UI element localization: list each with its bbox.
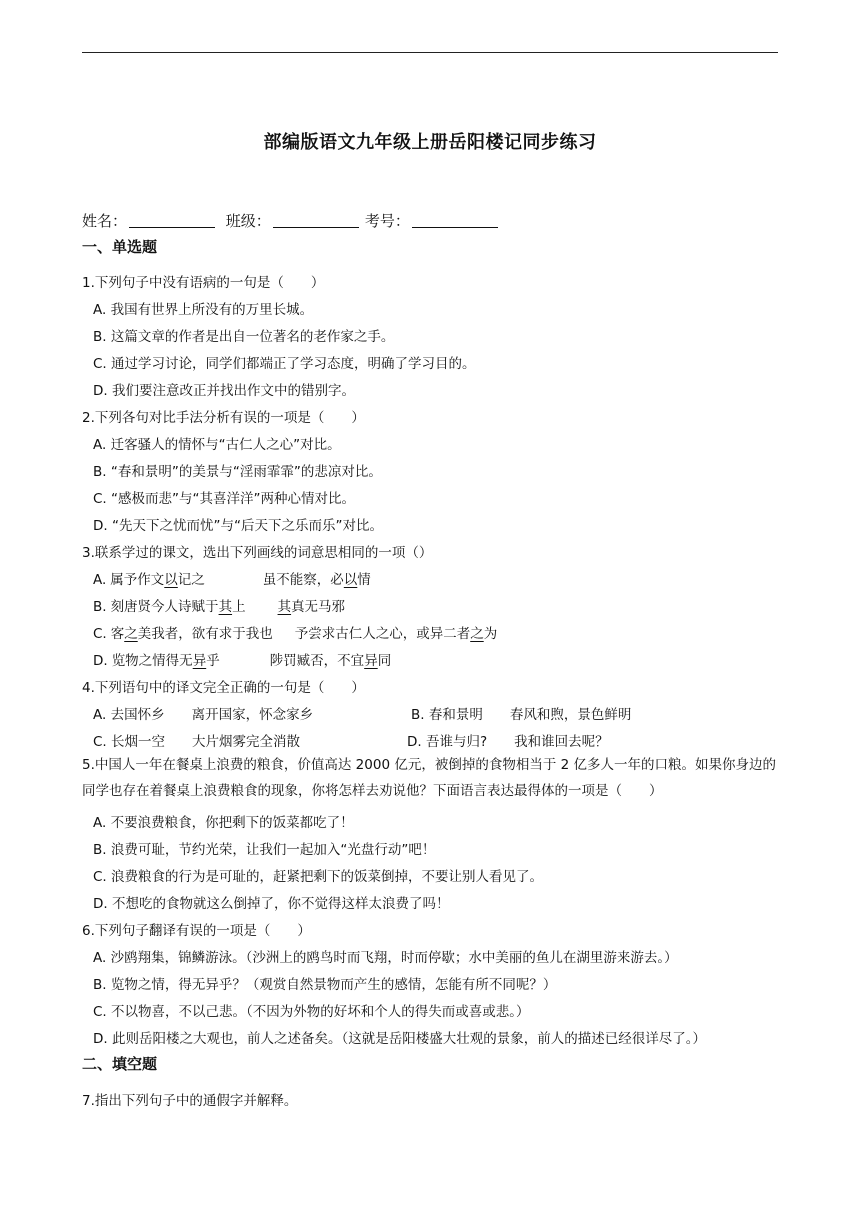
option-label: A. xyxy=(93,572,107,588)
option-d xyxy=(93,649,391,669)
option-label: D. xyxy=(93,653,108,669)
option-text: 上 xyxy=(232,599,246,615)
option-a: A. 不要浪费粮食，你把剩下的饭菜都吃了！ xyxy=(93,815,354,831)
option-c: C. 通过学习讨论，同学们都端正了学习态度，明确了学习目的。 xyxy=(93,356,476,372)
option-c: C. 浪费粮食的行为是可耻的，赶紧把剩下的饭菜倒掉，不要让别人看见了。 xyxy=(93,869,544,885)
option-label: B. xyxy=(93,599,107,615)
option-d: D. 不想吃的食物就这么倒掉了，你不觉得这样太浪费了吗！ xyxy=(93,896,450,912)
option-text: 情 xyxy=(357,572,371,588)
question-stem: 7.指出下列句子中的通假字并解释。 xyxy=(82,1093,298,1109)
option-d: D. 我们要注意改正并找出作文中的错别字。 xyxy=(93,383,355,399)
option-a: A. 去国怀乡 离开国家，怀念家乡 xyxy=(93,707,314,723)
name-blank[interactable] xyxy=(129,213,215,228)
option-text: 虽不能察，必 xyxy=(262,572,344,588)
underlined-word: 其 xyxy=(218,599,233,615)
option-b: B. 浪费可耻，节约光荣，让我们一起加入“光盘行动”吧！ xyxy=(93,842,436,858)
section-heading-single-choice: 一、单选题 xyxy=(82,238,158,256)
header-rule xyxy=(82,52,778,53)
question-stem: 2.下列各句对比手法分析有误的一项是（ ） xyxy=(82,410,365,426)
option-text: 属予作文 xyxy=(110,572,165,588)
option-c: C. “感极而悲”与“其喜洋洋”两种心情对比。 xyxy=(93,491,355,507)
option-label: C. xyxy=(93,626,107,642)
exam-number-label: 考号： xyxy=(364,212,410,230)
option-text: 乎 xyxy=(206,653,220,669)
page-title: 部编版语文九年级上册岳阳楼记同步练习 xyxy=(263,132,597,153)
question-stem: 5.中国人一年在餐桌上浪费的粮食，价值高达 2000 亿元，被倒掉的食物相当于 2 亿多人一年的口粮。如果你身边的同学也存在着餐桌上浪费粮食的现象，你将怎样去劝说他？下面语言表达最得体的一项是（ ） xyxy=(82,757,776,799)
option-text: 览物之情得无 xyxy=(111,653,193,669)
student-info-line xyxy=(82,210,504,231)
class-label: 班级： xyxy=(225,212,271,230)
option-c: C. 不以物喜，不以己悲。（不因为外物的好坏和个人的得失而或喜或悲。） xyxy=(93,1004,530,1020)
option-text: 美我者，欲有求于我也 xyxy=(137,626,273,642)
option-a: A. 我国有世界上所没有的万里长城。 xyxy=(93,302,314,318)
name-label: 姓名： xyxy=(82,212,128,230)
underlined-word: 以 xyxy=(164,572,178,588)
option-b: B. 这篇文章的作者是出自一位著名的老作家之手。 xyxy=(93,329,395,345)
option-a: A. 沙鸥翔集，锦鳞游泳。（沙洲上的鸥鸟时而飞翔，时而停歇；水中美丽的鱼儿在湖里游来游去。） xyxy=(93,950,678,966)
option-text: 予尝求古仁人之心，或异二者 xyxy=(294,626,471,642)
option-c xyxy=(93,622,497,642)
option-text: 记之 xyxy=(177,572,205,588)
question-stem: 6.下列句子翻译有误的一项是（ ） xyxy=(82,923,311,939)
underlined-word: 异 xyxy=(192,653,207,669)
option-b xyxy=(93,595,345,615)
underlined-word: 之 xyxy=(470,626,484,642)
underlined-word: 其 xyxy=(277,599,292,615)
exam-number-blank[interactable] xyxy=(412,213,498,228)
option-b: B. “春和景明”的美景与“淫雨霏霏”的悲凉对比。 xyxy=(93,464,382,480)
option-text: 客 xyxy=(110,626,125,642)
option-text: 真无马邪 xyxy=(291,599,346,615)
underlined-word: 以 xyxy=(343,572,358,588)
option-d: D. 此则岳阳楼之大观也，前人之述备矣。（这就是岳阳楼盛大壮观的景象，前人的描述已经很详尽了。） xyxy=(93,1031,706,1047)
option-a xyxy=(93,568,371,588)
option-text: 陟罚臧否，不宜 xyxy=(269,653,365,669)
question-stem: 1.下列句子中没有语病的一句是（ ） xyxy=(82,275,325,291)
option-text: 为 xyxy=(483,626,498,642)
option-d: D. 吾谁与归? 我和谁回去呢？ xyxy=(407,734,609,750)
option-d: D. “先天下之忧而忧”与“后天下之乐而乐”对比。 xyxy=(93,518,383,534)
section-heading-fill-blank: 二、填空题 xyxy=(82,1055,158,1073)
option-text: 同 xyxy=(377,653,392,669)
option-b: B. 览物之情，得无异乎？（观赏自然景物而产生的感情，怎能有所不同呢？） xyxy=(93,977,557,993)
question-stem: 4.下列语句中的译文完全正确的一句是（ ） xyxy=(82,680,365,696)
class-blank[interactable] xyxy=(273,213,359,228)
option-c: C. 长烟一空 大片烟雾完全消散 xyxy=(93,734,301,750)
option-a: A. 迁客骚人的情怀与“古仁人之心”对比。 xyxy=(93,437,341,453)
option-text: 刻唐贤今人诗赋于 xyxy=(110,599,219,615)
underlined-word: 异 xyxy=(364,653,378,669)
question-stem: 3.联系学过的课文，选出下列画线的词意思相同的一项（） xyxy=(82,545,433,561)
underlined-word: 之 xyxy=(124,626,138,642)
option-b: B. 春和景明 春风和煦，景色鲜明 xyxy=(411,707,632,723)
